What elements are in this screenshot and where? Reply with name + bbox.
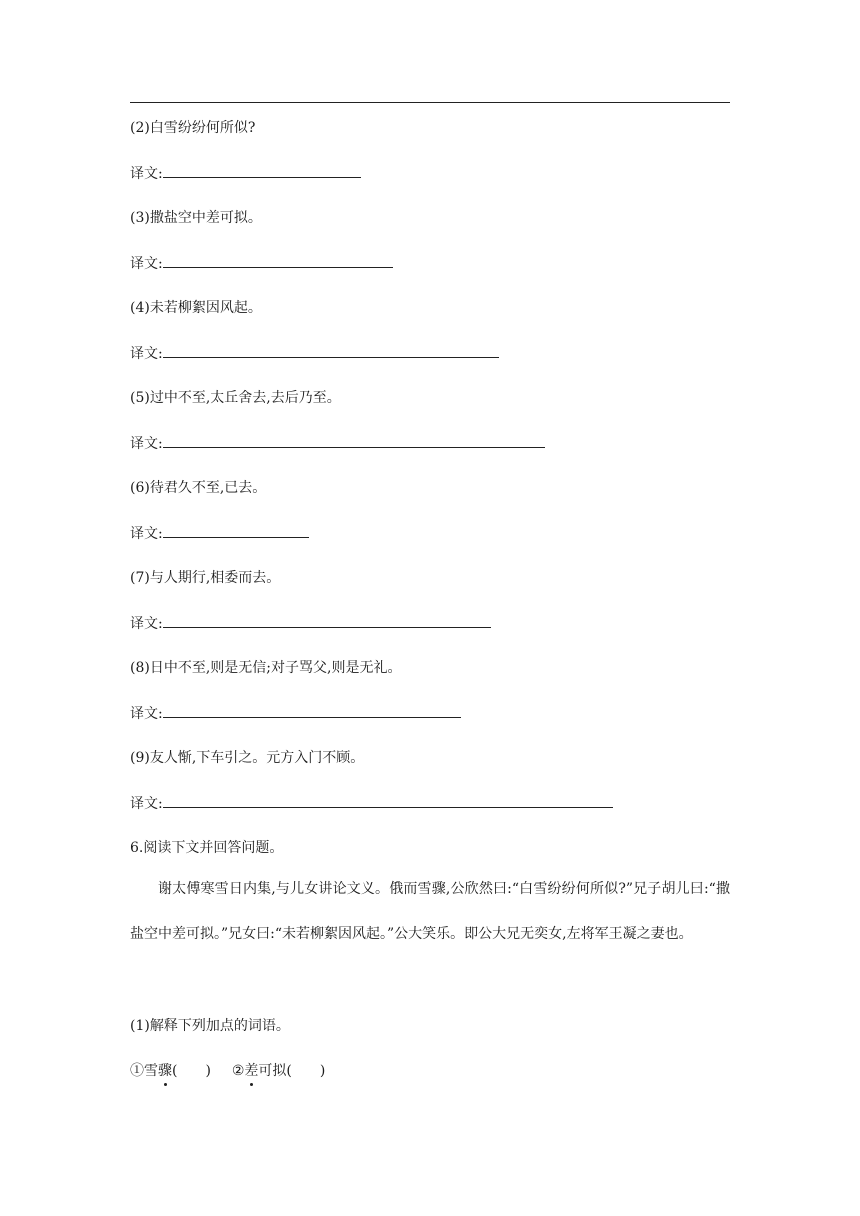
question-5: (5)过中不至,太丘舍去,去后乃至。 xyxy=(130,390,341,406)
answer-blank-7[interactable] xyxy=(163,613,491,628)
term-2: ②差可拟( ) xyxy=(231,1063,326,1079)
question-8: (8)日中不至,则是无信;对子骂父,则是无礼。 xyxy=(130,660,402,676)
answer-blank-5[interactable] xyxy=(163,433,545,448)
answer-label: 译文: xyxy=(130,436,163,452)
question-4: (4)未若柳絮因风起。 xyxy=(130,300,262,316)
answer-row-6 xyxy=(130,523,309,544)
sub-question-1: (1)解释下列加点的词语。 xyxy=(130,1018,290,1034)
answer-row-9 xyxy=(130,793,613,814)
answer-row-5 xyxy=(130,433,545,454)
answer-label: 译文: xyxy=(130,346,163,362)
answer-row-2 xyxy=(130,163,361,184)
dotted-char-zhou: 骤 xyxy=(158,1063,172,1079)
term-row xyxy=(130,1061,325,1081)
question-9: (9)友人惭,下车引之。元方入门不顾。 xyxy=(130,750,365,766)
answer-row-8 xyxy=(130,703,461,724)
dotted-char-cha: 差 xyxy=(244,1063,259,1079)
term-1-blank[interactable]: ( ) xyxy=(172,1063,211,1079)
question-3: (3)撒盐空中差可拟。 xyxy=(130,210,262,226)
answer-row-7 xyxy=(130,613,491,634)
question-6: (6)待君久不至,已去。 xyxy=(130,480,267,496)
answer-blank-9[interactable] xyxy=(163,793,613,808)
answer-blank-4[interactable] xyxy=(163,343,499,358)
answer-row-4 xyxy=(130,343,499,364)
answer-row-3 xyxy=(130,253,393,274)
term-1: ①雪骤( ) xyxy=(130,1063,211,1079)
answer-blank-3[interactable] xyxy=(163,253,393,268)
question-7: (7)与人期行,相委而去。 xyxy=(130,570,281,586)
answer-label: 译文: xyxy=(130,796,163,812)
answer-label: 译文: xyxy=(130,166,163,182)
question-2: (2)白雪纷纷何所似? xyxy=(130,120,256,136)
answer-label: 译文: xyxy=(130,526,163,542)
top-divider xyxy=(130,102,730,103)
answer-label: 译文: xyxy=(130,706,163,722)
section-6-heading: 6.阅读下文并回答问题。 xyxy=(130,840,284,856)
answer-label: 译文: xyxy=(130,616,163,632)
answer-blank-6[interactable] xyxy=(163,523,309,538)
reading-passage: 谢太傅寒雪日内集,与儿女讲论文义。俄而雪骤,公欣然曰:“白雪纷纷何所似?”兄子胡儿曰:“撒盐空中差可拟。”兄女曰:“未若柳絮因风起。”公大笑乐。即公大兄无奕女,左将军王凝之妻也。 xyxy=(130,881,730,942)
term-2-blank[interactable]: ( ) xyxy=(286,1063,326,1079)
answer-blank-2[interactable] xyxy=(163,163,361,178)
answer-blank-8[interactable] xyxy=(163,703,461,718)
answer-label: 译文: xyxy=(130,256,163,272)
